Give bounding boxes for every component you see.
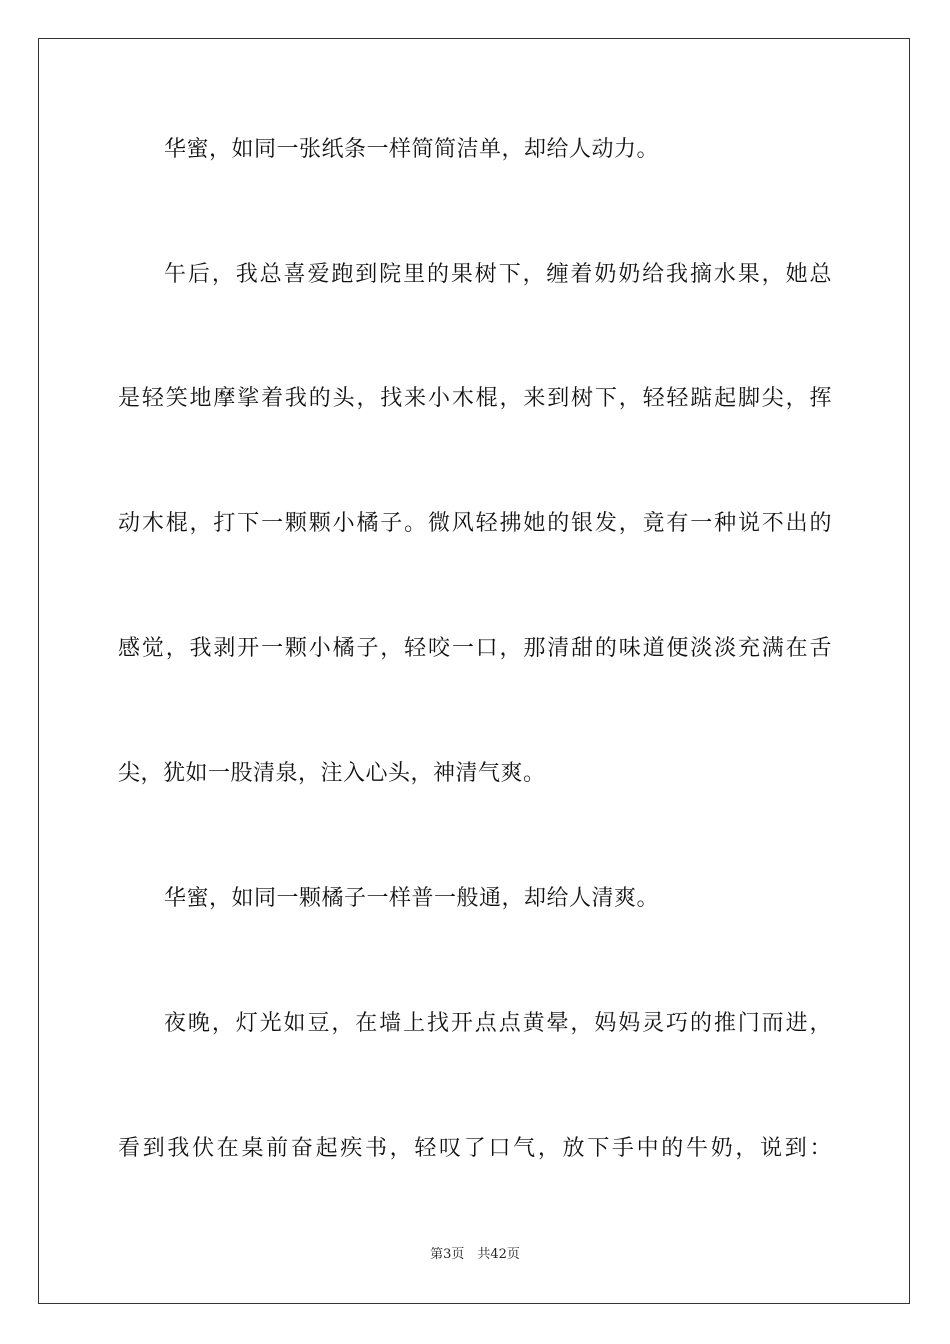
footer-prefix: 第: [430, 1247, 444, 1262]
footer-mid: 页 共: [451, 1247, 491, 1262]
footer-suffix: 页: [506, 1247, 520, 1262]
paragraph-line: 是轻笑地摩挲着我的头，找来小木棍，来到树下，轻轻踮起脚尖，挥: [118, 386, 832, 411]
paragraph-line: 看到我伏在桌前奋起疾书，轻叹了口气，放下手中的牛奶，说到：: [118, 1136, 832, 1161]
paragraph-line: 华蜜，如同一颗橘子一样普一般通，却给人清爽。: [164, 886, 660, 911]
paragraph-line: 尖，犹如一股清泉，注入心头，神清气爽。: [118, 761, 546, 786]
page-footer: [0, 1246, 950, 1264]
paragraph-line: 夜晚，灯光如豆，在墙上找开点点黄晕，妈妈灵巧的推门而进，: [164, 1011, 832, 1036]
paragraph-line: 感觉，我剥开一颗小橘子，轻咬一口，那清甜的味道便淡淡充满在舌: [118, 636, 832, 661]
paragraph-line: 动木棍，打下一颗颗小橘子。微风轻拂她的银发，竟有一种说不出的: [118, 511, 832, 536]
current-page-number: 3: [443, 1247, 452, 1262]
paragraph-line: 午后，我总喜爱跑到院里的果树下，缠着奶奶给我摘水果，她总: [164, 262, 832, 287]
total-pages-number: 42: [490, 1247, 507, 1262]
page-border: [38, 38, 910, 1304]
paragraph-line: 华蜜，如同一张纸条一样简简洁单，却给人动力。: [164, 137, 660, 162]
